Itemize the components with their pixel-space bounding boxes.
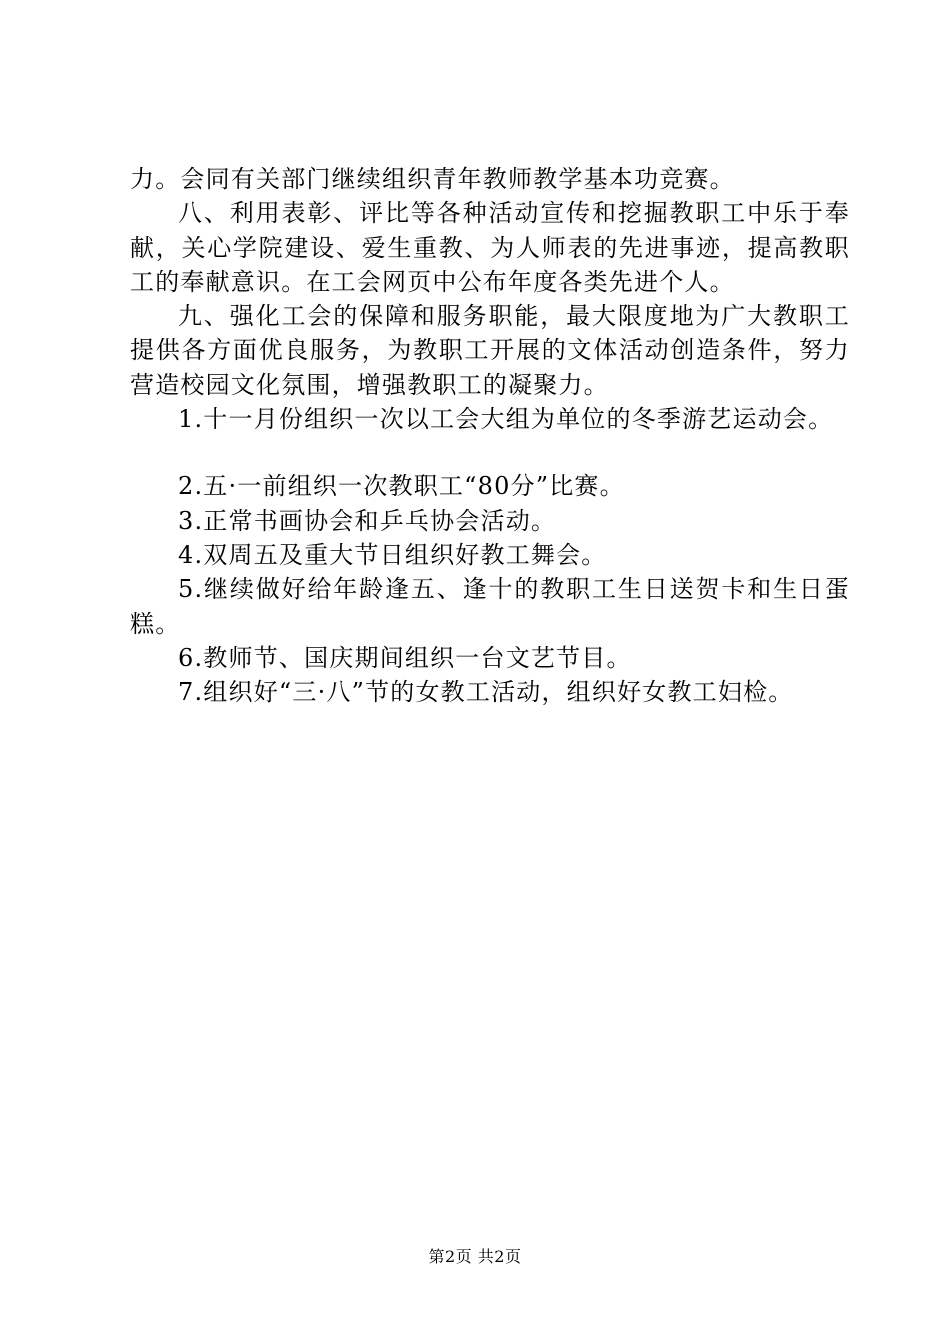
list-item-4: 4.双周五及重大节日组织好教工舞会。	[178, 540, 607, 569]
list-item-6: 6.教师节、国庆期间组织一台文艺节目。	[178, 643, 632, 672]
list-item-1: 1.十一月份组织一次以工会大组为单位的冬季游艺运动会。	[178, 405, 834, 434]
paragraph-continuation: 力。会同有关部门继续组织青年教师教学基本功竞赛。	[130, 165, 735, 193]
page-footer: 第2页 共2页	[428, 1247, 522, 1266]
list-item-3: 3.正常书画协会和乒乓协会活动。	[178, 506, 557, 535]
paragraph-item-9: 九、强化工会的保障和服务职能，最大限度地为广大教职工提供各方面优良服务，为教职工开展的文体活动创造条件，努力营造校园文化氛围，增强教职工的凝聚力。	[130, 302, 850, 399]
paragraph-item-8: 八、利用表彰、评比等各种活动宣传和挖掘教职工中乐于奉献，关心学院建设、爱生重教、为人师表的先进事迹，提高教职工的奉献意识。在工会网页中公布年度各类先进个人。	[130, 199, 850, 296]
list-item-5: 5.继续做好给年龄逢五、逢十的教职工生日送贺卡和生日蛋糕。	[130, 575, 850, 638]
list-item-7: 7.组织好“三·八”节的女教工活动，组织好女教工妇检。	[178, 678, 794, 707]
list-item-2: 2.五·一前组织一次教职工“80分”比赛。	[178, 472, 625, 501]
document-body	[130, 162, 850, 709]
